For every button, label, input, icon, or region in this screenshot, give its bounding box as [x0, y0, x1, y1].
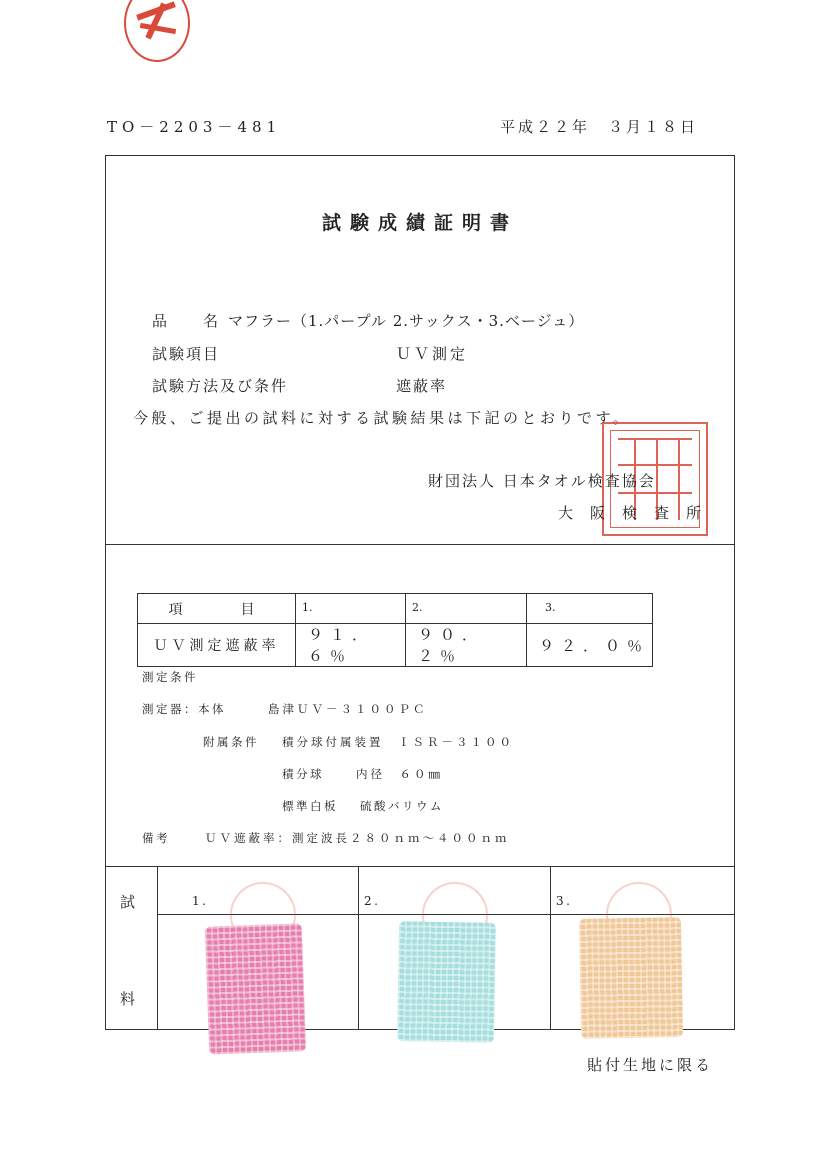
- test-item-label: 試験項目: [152, 345, 221, 363]
- statement-text: 今般、ご提出の試料に対する試験結果は下記のとおりです。: [133, 409, 632, 427]
- method-label: 試験方法及び条件: [152, 377, 289, 395]
- sample-side-label-top: 試: [120, 893, 138, 911]
- product-label: 品 名: [152, 312, 221, 330]
- fabric-swatch-beige: [579, 917, 683, 1039]
- table-row: [138, 624, 653, 667]
- results-table: [137, 593, 653, 667]
- table-value-3: ９２．０％: [527, 624, 653, 667]
- fabric-swatch-sax: [397, 921, 496, 1043]
- issuer-office: 大阪検査所: [558, 504, 719, 522]
- test-item-value: ＵＶ測定: [396, 345, 469, 363]
- white-plate-value: 硫酸バリウム: [360, 799, 444, 813]
- method-value: 遮蔽率: [396, 377, 448, 395]
- instrument-value: 島津ＵＶ－３１００ＰＣ: [268, 702, 428, 716]
- note-value: ＵＶ遮蔽率：測定波長２８０ｎｍ～４００ｎｍ: [205, 831, 510, 845]
- white-plate-label: 標準白板: [282, 799, 338, 813]
- table-col-2: 2.: [406, 594, 527, 624]
- sample-label-1: 1.: [192, 894, 209, 908]
- note-label: 備考: [142, 831, 170, 845]
- instrument-label: 測定器：本体: [142, 702, 226, 716]
- issue-date: 平成２２年 ３月１８日: [500, 118, 699, 136]
- table-row: [138, 594, 653, 624]
- conditions-heading: 測定条件: [142, 670, 198, 684]
- corner-stamp: [124, 0, 190, 62]
- section-divider-lower: [105, 866, 735, 867]
- sample-divider-1: [358, 866, 359, 1030]
- sample-side-label-bottom: 料: [120, 990, 138, 1008]
- product-value: マフラー（1.パープル 2.サックス・3.ベージュ）: [228, 312, 585, 330]
- fabric-swatch-purple: [205, 923, 306, 1054]
- sample-divider-2: [550, 866, 551, 1030]
- table-value-1: ９１．６％: [296, 624, 406, 667]
- sample-footer-note: 貼付生地に限る: [587, 1056, 714, 1074]
- table-col-3: 3.: [527, 594, 653, 624]
- sample-divider-left: [157, 866, 158, 1030]
- table-col-1: 1.: [296, 594, 406, 624]
- table-header-label: 項 目: [138, 594, 296, 624]
- sphere-value: 内径 ６０㎜: [356, 767, 443, 781]
- table-row-label: ＵＶ測定遮蔽率: [138, 624, 296, 667]
- accessory-label: 附属条件: [203, 735, 259, 749]
- issuer-organization: 財団法人 日本タオル検査協会: [428, 472, 656, 490]
- section-divider-upper: [105, 544, 735, 545]
- sample-label-2: 2.: [364, 894, 381, 908]
- accessory-value: 積分球付属装置 ＩＳＲ－３１００: [282, 735, 514, 749]
- certificate-title: 試験成績証明書: [321, 212, 518, 234]
- table-value-2: ９０．２％: [406, 624, 527, 667]
- document-number: TO－2203－481: [107, 118, 282, 136]
- sphere-label: 積分球: [282, 767, 324, 781]
- sample-label-3: 3.: [556, 894, 573, 908]
